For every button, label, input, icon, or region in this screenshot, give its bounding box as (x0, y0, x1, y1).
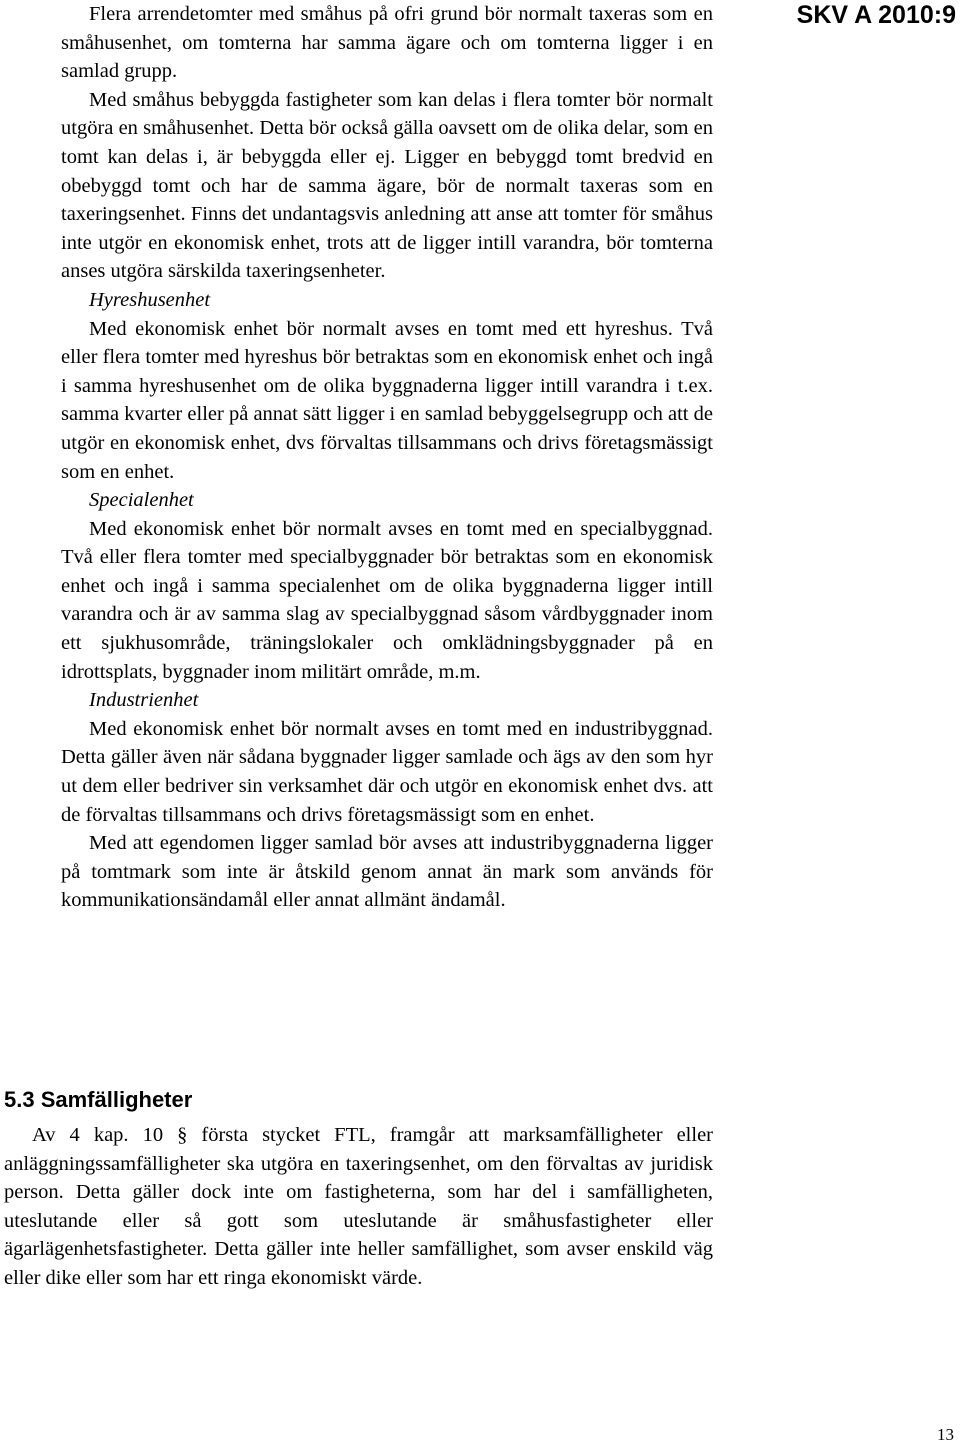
paragraph-specialenhet: Med ekonomisk enhet bör normalt avses en tomt med en specialbyggnad. Två eller flera tomter med specialbyggnader bör betraktas som en ekonomisk enhet och ingå i samma specialenhet om de olika byggnaderna ligger intill varandra och är av samma slag av specialbyggnad såsom vårdbyggnader inom ett sjukhusområde, träningslokaler och omklädningsbyggnader på en idrottsplats, byggnader inom militärt område, m.m. (61, 517, 713, 683)
paragraph-arrendetomter: Flera arrendetomter med småhus på ofri grund bör normalt taxeras som en småhusenhet, om tomterna har samma ägare och om tomterna ligger i en samlad grupp. (61, 3, 713, 83)
section-samfalligheter (4, 1083, 713, 1293)
paragraph-smahus-tomter: Med småhus bebyggda fastigheter som kan delas i flera tomter bör normalt utgöra en småhusenhet. Detta bör också gälla oavsett om de olika delar, som en tomt kan delas i, är bebyggda eller ej. Ligger en bebyggd tomt bredvid en obebyggd tomt och har de samma ägare, bör de normalt taxeras som en taxeringsenhet. Finns det undantagsvis anledning att anse att tomter för småhus inte utgör en ekonomisk enhet, trots att de ligger intill varandra, bör tomterna anses utgöra särskilda taxeringsenheter. (61, 88, 713, 283)
paragraph-hyreshusenhet: Med ekonomisk enhet bör normalt avses en tomt med ett hyreshus. Två eller flera tomter med hyreshus bör betraktas som en ekonomisk enhet och ingå i samma hyreshusenhet om de olika byggnaderna ligger intill varandra i t.ex. samma kvarter eller på annat sätt ligger i en samlad bebyggelsegrupp och att de utgör en ekonomisk enhet, dvs förvaltas tillsammans och drivs företagsmässigt som en enhet. (61, 317, 713, 483)
section-heading: 5.3 Samfälligheter (4, 1087, 193, 1112)
subheading-specialenhet: Specialenhet (89, 489, 194, 512)
guidance-column (61, 0, 713, 915)
document-id: SKV A 2010:9 (796, 1, 956, 29)
subheading-industrienhet: Industrienhet (89, 689, 199, 712)
subheading-hyreshusenhet: Hyreshusenhet (89, 288, 211, 311)
page-number: 13 (937, 1425, 954, 1444)
paragraph-industrienhet: Med ekonomisk enhet bör normalt avses en tomt med en industribyggnad. Detta gäller även när sådana byggnader ligger samlade och ägs av den som hyr ut dem eller bedriver sin verksamhet där och utgör en ekonomisk enhet dvs. att de förvaltas tillsammans och drivs företagsmässigt som en enhet. (61, 717, 713, 826)
section-body: Av 4 kap. 10 § första stycket FTL, framgår att marksamfälligheter eller anläggningssamfälligheter ska utgöra en taxeringsenhet, om den förvaltas av juridisk person. Detta gäller dock inte om fastigheterna, som har del i samfälligheten, uteslutande eller så gott som uteslutande är småhusfastigheter eller ägarlägenhetsfastigheter. Detta gäller inte heller samfällighet, som avser enskild väg eller dike eller som har ett ringa ekonomiskt värde. (4, 1124, 713, 1289)
paragraph-industri-samlad: Med att egendomen ligger samlad bör avses att industribyggnaderna ligger på tomtmark som inte är åtskild genom annat än mark som används för kommunikationsändamål eller annat allmänt ändamål. (61, 832, 713, 912)
